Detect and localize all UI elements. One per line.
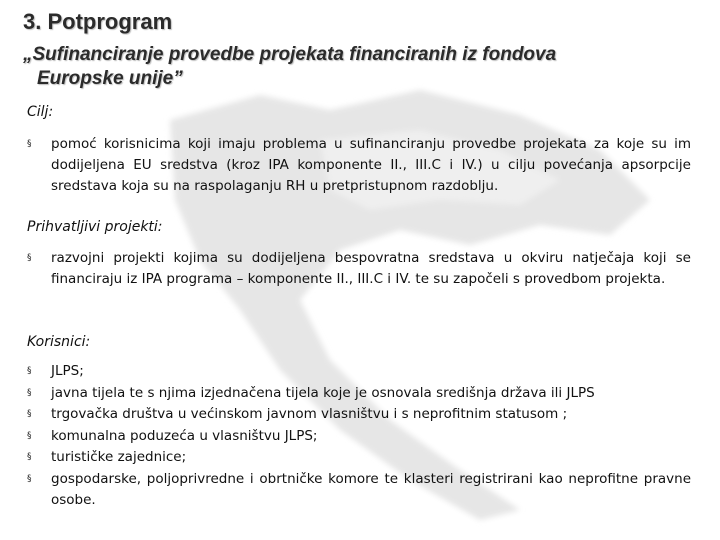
bullet-icon: § bbox=[27, 409, 32, 419]
korisnici-list bbox=[27, 361, 691, 512]
bullet-icon: § bbox=[27, 452, 32, 462]
bullet-icon: § bbox=[27, 139, 32, 149]
list-item bbox=[27, 447, 691, 469]
list-item-text: trgovačka društva u većinskom javnom vlasništvu i s neprofitnim statusom ; bbox=[51, 406, 568, 422]
list-item-text: turističke zajednice; bbox=[51, 449, 187, 465]
bullet-icon: § bbox=[27, 253, 32, 263]
list-item-text: JLPS; bbox=[51, 363, 84, 379]
section-heading-cilj: Cilj: bbox=[27, 104, 54, 120]
list-item bbox=[27, 383, 691, 405]
list-item bbox=[27, 404, 691, 426]
subtitle-line-1: „Sufinanciranje provedbe projekata financiranih iz fondova bbox=[23, 44, 557, 65]
section-heading-prihvatljivi: Prihvatljivi projekti: bbox=[27, 219, 163, 235]
bullet-icon: § bbox=[27, 430, 32, 441]
bullet-icon: § bbox=[27, 473, 32, 484]
list-item-text: komunalna poduzeća u vlasništvu JLPS; bbox=[51, 427, 318, 444]
prihvatljivi-item-text: razvojni projekti kojima su dodijeljena bespovratna sredstava u okviru natječaja koji se financiraju iz IPA programa – komponente II., III.C i IV. te su započeli s provedbom projekta. bbox=[51, 250, 691, 287]
cilj-item-text: pomoć korisnicima koji imaju problema u sufinanciranju provedbe projekata za koje su im dodijeljena EU sredstva (kroz IPA komponente II., III.C i IV.) u cilju povećanja apsorpcije sredstava koja su na raspolaganju RH u pretpristupnom razdoblju. bbox=[51, 136, 691, 194]
slide-title: 3. Potprogram bbox=[23, 9, 173, 34]
list-item-text: javna tijela te s njima izjednačena tijela koje je osnovala središnja država ili JLPS bbox=[51, 384, 595, 401]
subtitle-line-2: Europske unije” bbox=[37, 68, 183, 89]
slide-subtitle bbox=[23, 43, 713, 91]
prihvatljivi-item bbox=[27, 248, 691, 290]
list-item-text: gospodarske, poljoprivredne i obrtničke komore te klasteri registrirani kao neprofitne pravne osobe. bbox=[51, 470, 691, 508]
list-item bbox=[27, 469, 691, 512]
section-heading-korisnici: Korisnici: bbox=[27, 334, 91, 350]
cilj-item bbox=[27, 134, 691, 197]
list-item bbox=[27, 361, 691, 383]
bullet-icon: § bbox=[27, 366, 32, 376]
bullet-icon: § bbox=[27, 387, 32, 398]
list-item bbox=[27, 426, 691, 448]
